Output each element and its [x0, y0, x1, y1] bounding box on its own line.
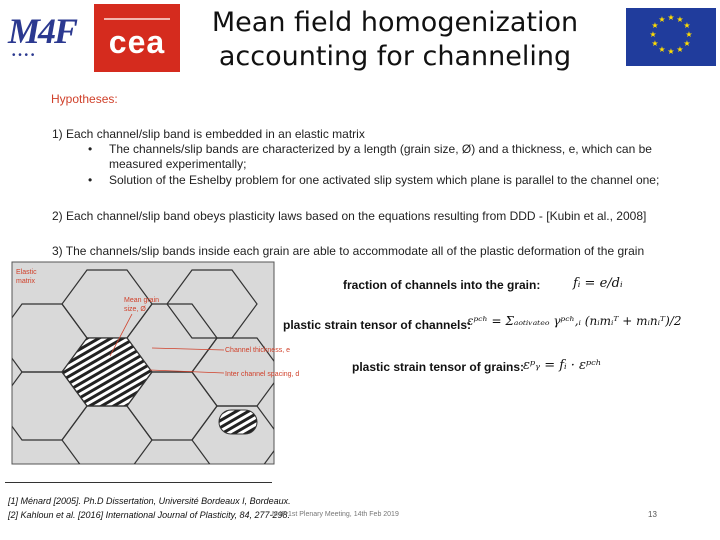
cea-logo-text: cea: [108, 24, 166, 60]
cea-logo: [94, 4, 180, 72]
inter-channel-label: Inter channel spacing, d: [225, 371, 300, 378]
m4f-logo: [6, 10, 90, 61]
svg-text:★: ★: [667, 47, 675, 56]
slide-title-line2: accounting for channeling: [218, 41, 572, 72]
fraction-formula: fᵢ = e/dᵢ: [573, 276, 623, 291]
svg-text:★: ★: [683, 39, 691, 48]
grain-channel-figure: [12, 262, 300, 464]
svg-text:★: ★: [683, 21, 691, 30]
slide-title-line1: Mean field homogenization: [211, 7, 579, 38]
grain-size-label-1: Mean grain: [124, 297, 160, 304]
footnote-divider: [5, 482, 272, 483]
hypothesis-1: 1) Each channel/slip band is embedded in an elastic matrix: [52, 127, 365, 141]
m4f-logo-text: M4F: [8, 11, 77, 51]
elastic-matrix-label-1: Elastic: [16, 269, 37, 276]
svg-text:★: ★: [676, 15, 684, 24]
plastic-grains-label: plastic strain tensor of grains:: [352, 360, 525, 374]
reference-2: [2] Kahloun et al. [2016] International Journal of Plasticity, 84, 277-298.: [8, 510, 291, 520]
svg-text:★: ★: [676, 45, 684, 54]
channel-thickness-label: Channel thickness, e: [225, 347, 290, 354]
plastic-grains-formula: εᵖᵧ = fᵢ · εᵖᶜʰ: [523, 358, 602, 373]
grain-size-label-2: size, Ø: [124, 306, 146, 313]
hypothesis-1-bullet-1b: measured experimentally;: [109, 157, 247, 171]
cea-logo-line: [104, 18, 170, 20]
plastic-channels-formula: εᵖᶜʰ = Σₐₒₜᵢᵥₐₜₑₒ γᵖᶜʰ,ᵢ (nᵢmᵢᵀ + mᵢnᵢᵀ)/2: [467, 314, 682, 328]
svg-text:★: ★: [658, 15, 666, 24]
hexagon-grain-diagram: [12, 262, 300, 464]
page-number: 13: [648, 510, 657, 519]
svg-text:★: ★: [667, 13, 675, 22]
slide-title: [190, 6, 600, 74]
fraction-label: fraction of channels into the grain:: [343, 278, 541, 292]
svg-text:★: ★: [651, 21, 659, 30]
svg-text:★: ★: [658, 45, 666, 54]
svg-text:★: ★: [685, 30, 693, 39]
eu-stars-icon: [626, 8, 716, 66]
meeting-footer: M4F 1st Plenary Meeting, 14th Feb 2019: [272, 511, 399, 518]
eu-flag-logo: [626, 8, 716, 66]
plastic-channels-label: plastic strain tensor of channels:: [283, 318, 472, 332]
hypothesis-1-bullet-2: Solution of the Eshelby problem for one activated slip system which plane is parallel to the channel one;: [109, 173, 660, 187]
svg-text:★: ★: [651, 39, 659, 48]
bullet-icon: •: [88, 142, 93, 156]
svg-text:★: ★: [649, 30, 657, 39]
m4f-logo-dots: • • • •: [12, 50, 35, 61]
hypothesis-2: 2) Each channel/slip band obeys plasticity laws based on the equations resulting from DDD - [Kubin et al., 2008]: [52, 209, 647, 223]
bullet-icon: •: [88, 173, 93, 187]
elastic-matrix-label-2: matrix: [16, 278, 36, 285]
reference-1: [1] Ménard [2005]. Ph.D Dissertation, Université Bordeaux I, Bordeaux.: [8, 496, 291, 506]
hypotheses-title: Hypotheses:: [51, 92, 118, 106]
hypothesis-3: 3) The channels/slip bands inside each grain are able to accommodate all of the plastic deformation of the grain: [52, 244, 645, 258]
hypothesis-1-bullet-1a: The channels/slip bands are characterized by a length (grain size, Ø) and a thickness, e, which can be: [109, 142, 652, 156]
